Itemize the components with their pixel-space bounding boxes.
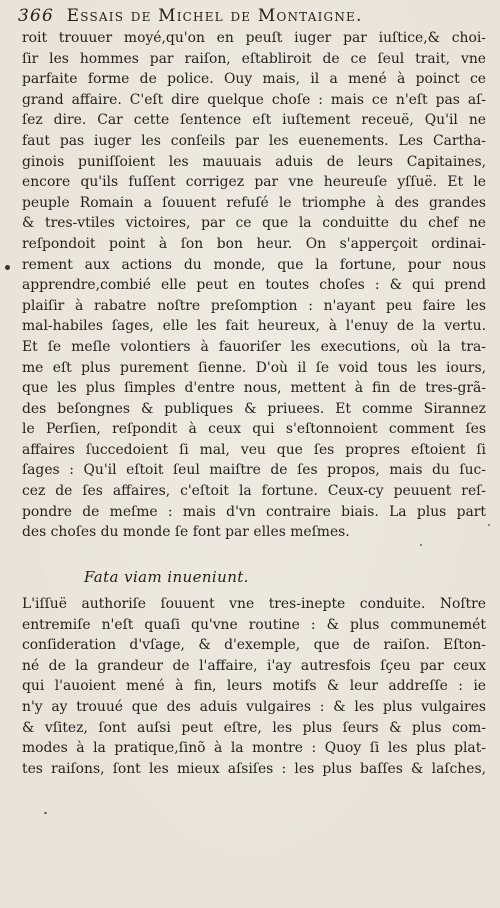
text-line: ginois puniſſoient les mauuais aduis de leurs Capitaines,	[22, 153, 486, 170]
text-line: n'y ay trouué que des aduis vulgaires : & les plus vulgaires	[22, 698, 486, 715]
latin-quotation: Fata viam inueniunt.	[84, 568, 249, 586]
text-line: affaires ſuccedoient ſi mal, veu que ſes propres eſtoient ſi	[22, 441, 486, 458]
text-line: grand affaire. C'eſt dire quelque choſe : mais ce n'eſt pas aſ-	[22, 91, 486, 108]
text-line: ſages : Qu'il eſtoit ſeul maiſtre de ſes propos, mais du ſuc-	[22, 462, 486, 479]
text-block-2	[22, 594, 486, 779]
paper-speck	[420, 544, 422, 546]
running-title: Essais de Michel de Montaigne.	[66, 6, 363, 26]
text-line: le Perſien, reſpondit à ceux qui s'eſtonnoient comment ſes	[22, 421, 486, 438]
text-line: rement aux actions du monde, que la fortune, pour nous	[22, 256, 486, 273]
text-line: roit trouuer moyé,qu'on en peuſt iuger par iuſtice,& choi-	[22, 30, 486, 46]
text-line: mal-habiles ſages, elle les fait heureux, à l'enuy de la vertu.	[22, 318, 486, 335]
page-number: 366	[18, 6, 55, 26]
text-block-1	[22, 28, 486, 543]
text-line: modes à la pratique,ſinõ à la montre : Quoy ſi les plus plat-	[22, 740, 486, 757]
paper-speck	[488, 524, 490, 526]
text-line: me eſt plus purement ſienne. D'où il ſe void tous les iours,	[22, 359, 486, 376]
text-line: né de la grandeur de l'affaire, i'ay autresfois ſçeu par ceux	[22, 657, 486, 674]
paper-speck	[44, 812, 47, 814]
text-line: cez de ſes affaires, c'eſtoit la fortune. Ceux-cy peuuent reſ-	[22, 483, 486, 500]
margin-mark	[5, 265, 10, 270]
text-line: des beſongnes & publiques & priuees. Et comme Sirannez	[22, 400, 486, 417]
text-line: apprendre,combié elle peut en toutes choſes : & qui prend	[22, 277, 486, 294]
text-line: encore qu'ils fuſſent corrigez par vne heureuſe yſſuë. Et le	[22, 174, 486, 191]
text-line: Et ſe meſle volontiers à fauoriſer les executions, où la tra-	[22, 338, 486, 355]
text-line: ſez dire. Car cette ſentence eſt iuſtement receuë, Qu'il ne	[22, 112, 486, 129]
text-line: qui l'auoient mené à fin, leurs motifs & leur addreſſe : ie	[22, 678, 486, 695]
text-line: L'iſſuë authoriſe ſouuent vne tres-inepte conduite. Noſtre	[22, 596, 486, 612]
text-line: parfaite forme de police. Ouy mais, il a mené à poinct ce	[22, 71, 486, 88]
text-line: plaiſir à rabatre noſtre preſomption : n'ayant peu faire les	[22, 297, 486, 314]
text-line: & vſitez, ſont auſsi peut eſtre, les plus ſeurs & plus com-	[22, 719, 486, 736]
text-line: que les plus ſimples d'entre nous, mettent à fin de tres-grã-	[22, 380, 486, 397]
text-line: peuple Romain a ſouuent refuſé le triomphe à des grandes	[22, 194, 486, 211]
text-line: tes raiſons, ſont les mieux aſsiſes : les plus baſſes & laſches,	[22, 760, 486, 777]
text-line: conſideration d'vſage, & d'exemple, que de raiſon. Eſton-	[22, 637, 486, 654]
text-line: ſir les hommes par raiſon, eſtabliroit de ce ſeul trait, vne	[22, 50, 486, 67]
text-line: faut pas iuger les conſeils par les euenements. Les Cartha-	[22, 132, 486, 149]
text-line: & tres-vtiles victoires, par ce que la conduitte du chef ne	[22, 215, 486, 232]
text-line: entremiſe n'eſt quaſi qu'vne routine : & plus communemét	[22, 616, 486, 633]
text-line: reſpondoit point à ſon bon heur. On s'apperçoit ordinai-	[22, 235, 486, 252]
running-header	[18, 4, 488, 28]
text-line: des choſes du monde ſe font par elles meſmes.	[22, 524, 350, 541]
text-line: pondre de meſme : mais d'vn contraire biais. La plus part	[22, 503, 486, 520]
